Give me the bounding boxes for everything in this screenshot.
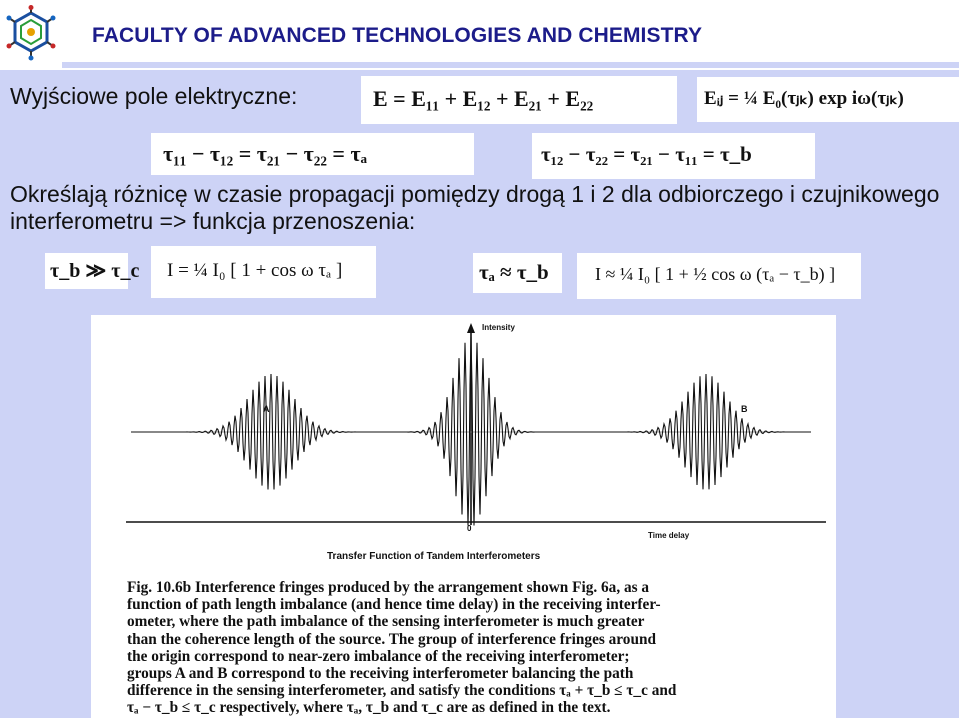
figure-title: Transfer Function of Tandem Interferometers <box>327 551 541 562</box>
caption-line: ometer, where the path imbalance of the sensing interferometer is much greater <box>127 613 645 631</box>
caption-line: than the coherence length of the source. The group of interference fringes around <box>127 630 656 648</box>
equation-field-sum: E = E₁₁ + E₁₂ + E₂₁ + E₂₂ <box>361 76 677 124</box>
header-bar <box>0 0 959 70</box>
condition-tau-a-approx-tau-b: τₐ ≈ τ_b <box>473 253 562 293</box>
caption-line: difference in the sensing interferometer, and satisfy the conditions τₐ + τ_b ≤ τ_c and <box>127 682 677 700</box>
intensity-axis-arrow <box>467 323 475 333</box>
group-b-label: B <box>741 404 748 414</box>
equation-intensity-1: I = ¼ I₀ [ 1 + cos ω τₐ ] <box>151 246 376 298</box>
hexagon-molecule-logo-icon <box>6 5 56 63</box>
output-field-label: Wyjściowe pole elektryczne: <box>10 83 298 109</box>
equation-field-component: Eᵢⱼ = ¼ E₀(τⱼₖ) exp iω(τⱼₖ) <box>697 77 959 122</box>
intensity-axis-label: Intensity <box>482 323 515 332</box>
caption-line: τₐ − τ_b ≤ τ_c respectively, where τₐ, τ_b and τ_c are as defined in the text. <box>127 699 611 717</box>
condition-tau-b-much-greater: τ_b ≫ τ_c <box>45 253 128 289</box>
time-delay-axis-label: Time delay <box>648 531 690 540</box>
caption-line: groups A and B correspond to the receiving interferometer balancing the path <box>127 664 634 682</box>
caption-line: function of path length imbalance (and hence time delay) in the receiving interfer- <box>127 596 661 614</box>
interference-figure <box>91 315 836 718</box>
equation-tau-a: τ₁₁ − τ₁₂ = τ₂₁ − τ₂₂ = τₐ <box>151 133 474 175</box>
description-paragraph: Określają różnicę w czasie propagacji pomiędzy drogą 1 i 2 dla odbiorczego i czujnikowego interferometru => funkcja przenoszenia: <box>10 181 940 234</box>
caption-line: Fig. 10.6b Interference fringes produced by the arrangement shown Fig. 6a, as a <box>127 579 650 596</box>
caption-line: the origin correspond to near-zero imbalance of the receiving interferometer; <box>127 647 630 665</box>
page-title: FACULTY OF ADVANCED TECHNOLOGIES AND CHEMISTRY <box>92 24 703 47</box>
group-a-label: A <box>263 404 270 414</box>
equation-intensity-2: I ≈ ¼ I₀ [ 1 + ½ cos ω (τₐ − τ_b) ] <box>577 253 861 299</box>
equation-tau-b: τ₁₂ − τ₂₂ = τ₂₁ − τ₁₁ = τ_b <box>532 133 815 179</box>
figure-caption <box>127 579 832 717</box>
origin-label: 0 <box>467 524 472 533</box>
fringe-plot <box>91 315 836 575</box>
